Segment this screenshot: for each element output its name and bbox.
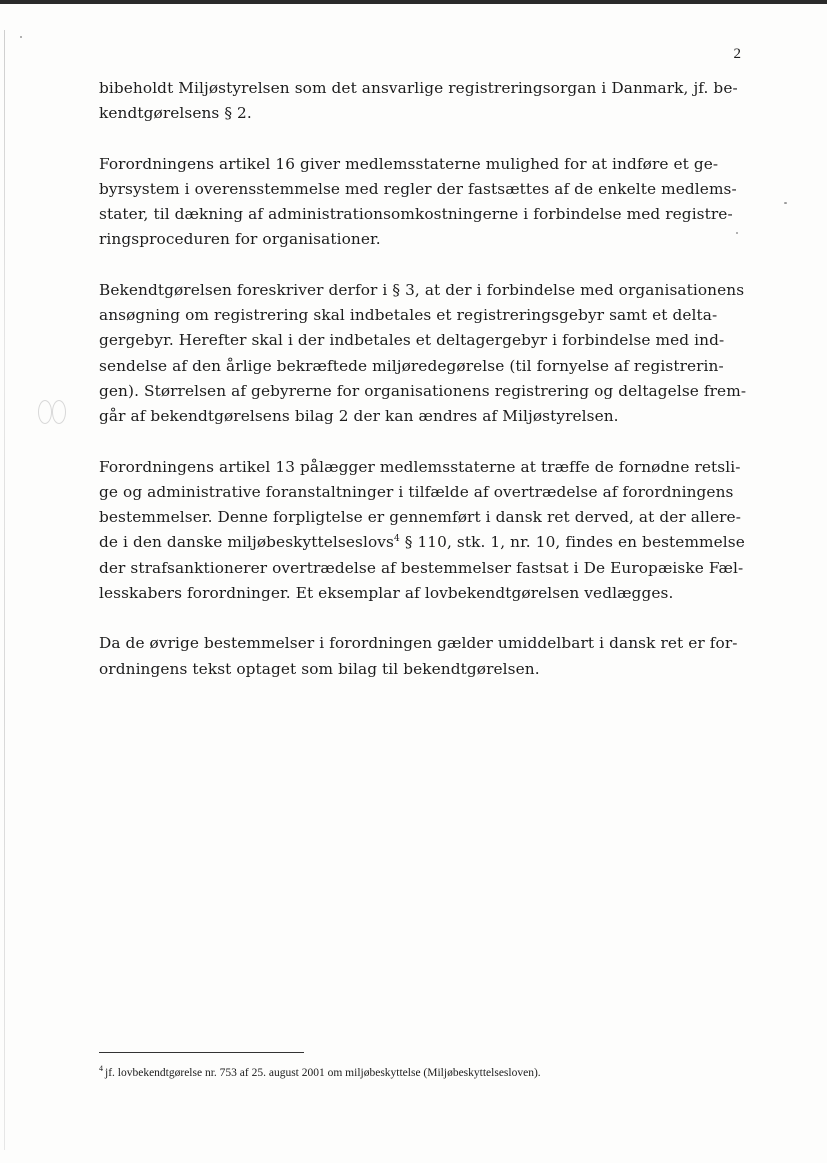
paragraph-article-13 bbox=[99, 455, 744, 607]
punch-hole-mark bbox=[52, 400, 66, 424]
text-line: kendtgørelsens § 2. bbox=[99, 104, 252, 123]
text-line: ge og administrative foranstaltninger i tilfælde af overtrædelse af forordningens bbox=[99, 482, 734, 501]
scan-speck bbox=[784, 202, 787, 204]
footnote-ref: 4 bbox=[393, 534, 400, 545]
paragraph-article-16 bbox=[99, 152, 744, 253]
text-line: ordningens tekst optaget som bilag til bekendtgørelsen. bbox=[99, 659, 540, 678]
text-line: lesskabers forordninger. Et eksemplar af lovbekendtgørelsen vedlægges. bbox=[99, 584, 674, 603]
body-text bbox=[99, 76, 747, 707]
text-line: byrsystem i overensstemmelse med regler der fastsættes af de enkelte medlems- bbox=[99, 179, 737, 198]
text-line: bibeholdt Miljøstyrelsen som det ansvarlige registreringsorgan i Danmark, jf. be- bbox=[99, 79, 738, 97]
text-line: ringsproceduren for organisationer. bbox=[99, 230, 381, 249]
scan-left-edge bbox=[4, 30, 5, 1150]
text-fragment: de i den danske miljøbeskyttelseslovs bbox=[99, 533, 394, 552]
text-line: Forordningens artikel 16 giver medlemsstaterne mulighed for at indføre et ge- bbox=[99, 154, 719, 173]
text-line: Da de øvrige bestemmelser i forordningen gælder umiddelbart i dansk ret er for- bbox=[99, 634, 738, 653]
text-line: Forordningens artikel 13 pålægger medlemsstaterne at træffe de fornødne retsli- bbox=[99, 457, 741, 476]
punch-hole-mark bbox=[38, 400, 52, 424]
text-line: Bekendtgørelsen foreskriver derfor i § 3, at der i forbindelse med organisationens bbox=[99, 280, 745, 299]
scan-speck bbox=[20, 36, 22, 38]
paragraph-registration-body bbox=[99, 76, 744, 127]
footnote-mark: 4 bbox=[99, 1064, 103, 1074]
text-line: stater, til dækning af administrationsomkostningerne i forbindelse med registre- bbox=[99, 205, 733, 224]
text-line: ansøgning om registrering skal indbetales et registreringsgebyr samt et delta- bbox=[99, 306, 718, 325]
page-number: 2 bbox=[733, 46, 741, 62]
text-line-with-footnote-ref bbox=[99, 530, 744, 555]
footnote-text: jf. lovbekendtgørelse nr. 753 af 25. august 2001 om miljøbeskyttelse (Miljøbeskyttelsesloven). bbox=[105, 1067, 541, 1079]
text-line: gen). Størrelsen af gebyrerne for organisationens registrering og deltagelse frem- bbox=[99, 381, 747, 400]
text-fragment: § 110, stk. 1, nr. 10, findes en bestemmelse bbox=[399, 533, 745, 552]
paragraph-fees bbox=[99, 278, 747, 430]
text-line: gergebyr. Herefter skal i der indbetales et deltagergebyr i forbindelse med ind- bbox=[99, 331, 725, 350]
paragraph-other-provisions bbox=[99, 631, 744, 682]
text-line: bestemmelser. Denne forpligtelse er gennemført i dansk ret derved, at der allere- bbox=[99, 508, 741, 527]
text-line: sendelse af den årlige bekræftede miljøredegørelse (til fornyelse af registrerin- bbox=[99, 356, 724, 375]
footnote-separator bbox=[99, 1052, 304, 1053]
text-line: der strafsanktionerer overtrædelse af bestemmelser fastsat i De Europæiske Fæl- bbox=[99, 558, 744, 577]
text-line: går af bekendtgørelsens bilag 2 der kan ændres af Miljøstyrelsen. bbox=[99, 407, 619, 426]
footnote bbox=[99, 1064, 541, 1079]
scan-top-edge bbox=[0, 0, 827, 4]
